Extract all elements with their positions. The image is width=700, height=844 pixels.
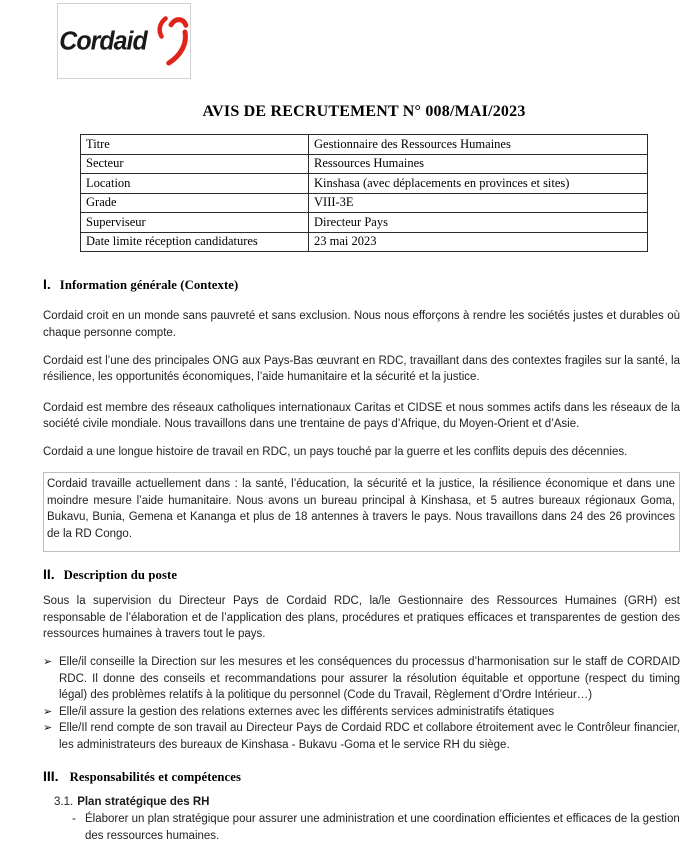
row-label: Secteur	[81, 154, 309, 174]
list-item-text: Élaborer un plan stratégique pour assurer une administration et une coordination efficientes et efficaces de la gestion des ressources humaines.	[85, 813, 680, 842]
paragraph: Cordaid est membre des réseaux catholiques internationaux Caritas et CIDSE et nous sommes actifs dans les réseaux de la société civile mondiale. Nous travaillons dans une trentaine de pays d’Afrique, du Moyen-Orient et d’Asie.	[43, 401, 680, 430]
page-title: AVIS DE RECRUTEMENT N° 008/MAI/2023	[202, 103, 526, 120]
dash-bullet-icon: -	[72, 813, 76, 825]
row-value: Ressources Humaines	[309, 154, 648, 174]
boxed-paragraph: Cordaid travaille actuellement dans : la santé, l’éducation, la sécurité et la justice, la résilience économique et dans une moindre mesure l’aide humanitaire. Nous avons un bureau principal à Kinshasa, et 5 autres bureaux régionaux Goma, Bukavu, Bunia, Gemena et Kananga et plus de 18 antennes à travers le pays. Nous travaillons dans 24 des 26 provinces de la RD Congo.	[43, 472, 680, 552]
arrow-bullet-icon: ➢	[43, 705, 53, 718]
section-2-number: II.	[43, 566, 55, 582]
list-item-text: Elle/Il rend compte de son travail au Directeur Pays de Cordaid RDC et collabore étroitement avec le Contrôleur financier, les administrateurs des bureaux de Kinshasa - Bukavu -Goma et le service RH du siège.	[59, 722, 680, 751]
row-label: Grade	[81, 193, 309, 213]
row-value: Kinshasa (avec déplacements en provinces et sites)	[309, 174, 648, 194]
row-label: Titre	[81, 135, 309, 155]
table-row	[81, 193, 648, 213]
row-value: 23 mai 2023	[309, 232, 648, 252]
section-2-title: Description du poste	[63, 568, 178, 582]
section-3-number: III.	[43, 768, 59, 784]
section-3-title: Responsabilités et compétences	[69, 770, 241, 784]
arrow-bullet-icon: ➢	[43, 722, 53, 734]
paragraph: Sous la supervision du Directeur Pays de Cordaid RDC, la/le Gestionnaire des Ressources Humaines (GRH) est responsable de l’élaboration et de l’application des plans, procédures et pratiques efficaces et transparentes de gestion des ressources humaines à travers tout le pays.	[43, 595, 680, 640]
list-item	[43, 654, 680, 704]
section-1-heading	[43, 276, 680, 293]
section-3-heading	[43, 768, 680, 785]
row-value: VIII-3E	[309, 193, 648, 213]
table-row	[81, 232, 648, 252]
row-label: Location	[81, 174, 309, 194]
subsection-number: 3.1.	[54, 796, 74, 808]
subsection-title: Plan stratégique des RH	[77, 796, 210, 808]
cordaid-logo	[57, 3, 191, 79]
paragraph: Cordaid est l’une des principales ONG aux Pays-Bas œuvrant en RDC, travaillant dans des contextes fragiles sur la santé, la résilience, les opportunités économiques, l’aide humanitaire et la sécurité et la justice.	[43, 354, 680, 383]
section-1-title: Information générale (Contexte)	[59, 278, 239, 292]
list-item-text: Elle/il conseille la Direction sur les mesures et les conséquences du processus d’harmonisation sur le staff de CORDAID RDC. Il donne des conseils et recommandations pour assurer la résolution équitable et opportune (respect du timing légal) des problèmes relatifs à la politique du personnel (Code du Travail, Règlement d’Ordre Intérieur…)	[59, 656, 680, 701]
bullet-list	[43, 654, 680, 753]
title-and-table-block	[80, 103, 648, 252]
section-1-number: I.	[43, 276, 51, 292]
cordaid-logo-text: Cordaid	[59, 25, 147, 56]
row-label: Date limite réception candidatures	[81, 232, 309, 252]
list-item	[72, 811, 680, 844]
section-2-heading	[43, 566, 680, 583]
table-row	[81, 135, 648, 155]
arrow-bullet-icon: ➢	[43, 656, 53, 668]
subsection-3-1-heading	[54, 794, 680, 811]
paragraph: Cordaid a une longue histoire de travail en RDC, un pays touché par la guerre et les conflits depuis des décennies.	[43, 446, 628, 458]
table-row	[81, 213, 648, 233]
list-item-text: Elle/il assure la gestion des relations externes avec les différents services administratifs étatiques	[59, 705, 555, 718]
list-item	[43, 704, 680, 721]
cordaid-swoosh-icon	[153, 15, 189, 67]
row-value: Directeur Pays	[309, 213, 648, 233]
row-label: Superviseur	[81, 213, 309, 233]
table-row	[81, 174, 648, 194]
table-row	[81, 154, 648, 174]
list-item	[43, 720, 680, 753]
paragraph: Cordaid croit en un monde sans pauvreté et sans exclusion. Nous nous efforçons à rendre les sociétés justes et durables où chaque personne compte.	[43, 310, 680, 339]
row-value: Gestionnaire des Ressources Humaines	[309, 135, 648, 155]
job-summary-table	[80, 134, 648, 252]
